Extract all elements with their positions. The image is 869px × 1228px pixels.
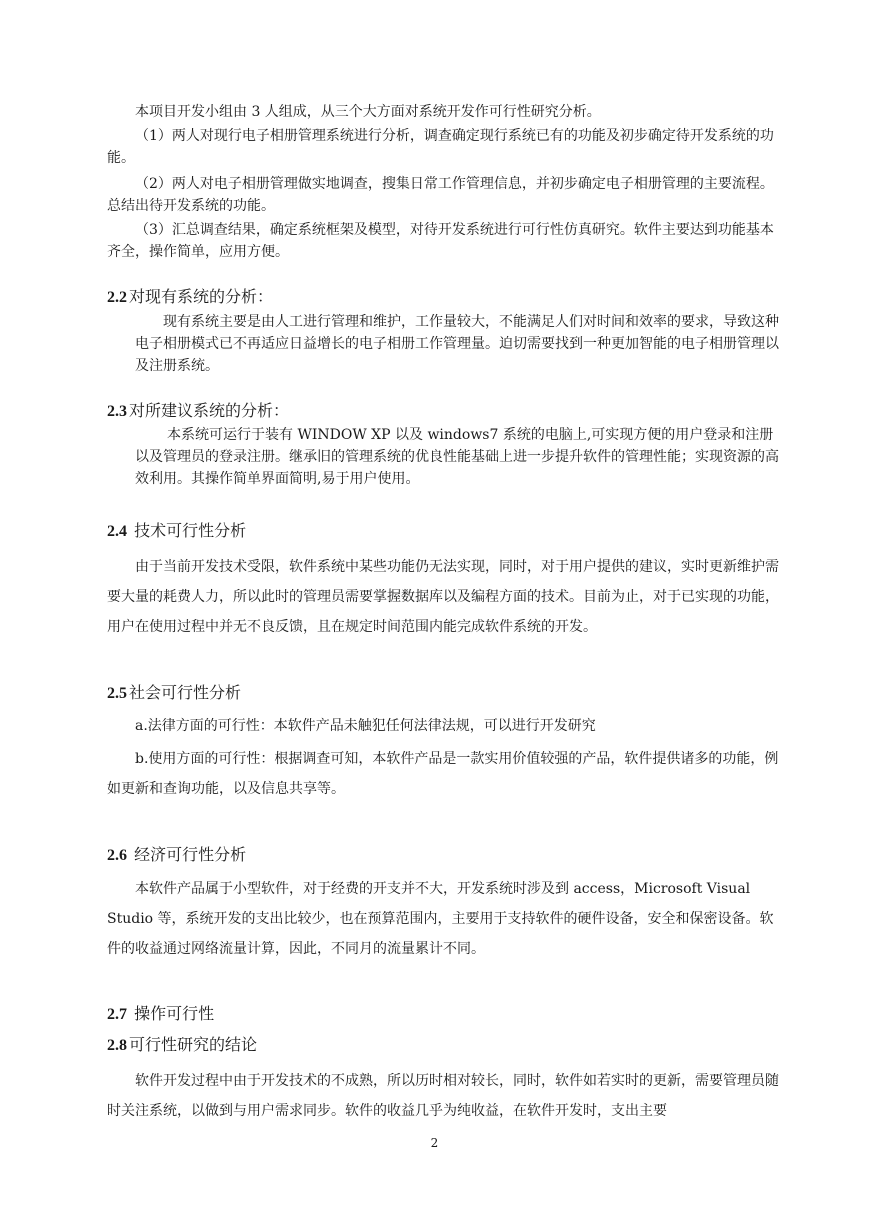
section-number: 2.2 [107,289,127,306]
section-number: 2.7 [107,1006,127,1023]
section-title: 可行性研究的结论 [129,1035,258,1054]
section-number: 2.5 [107,685,127,702]
section-title: 对现有系统的分析： [129,287,274,306]
section-2-5-item-b: b.使用方面的可行性：根据调查可知，本软件产品是一款实用价值较强的产品，软件提供诸多的功能，例如更新和查询功能，以及信息共享等。 [107,751,779,797]
section-2-4-heading [107,520,246,543]
section-number: 2.3 [107,403,127,420]
intro-paragraph-4: （3）汇总调查结果，确定系统框架及模型，对待开发系统进行可行性仿真研究。软件主要达到功能基本齐全，操作简单，应用方便。 [107,222,774,260]
section-title: 操作可行性 [134,1004,215,1023]
section-number: 2.6 [107,847,127,864]
section-2-3-body: 本系统可运行于装有 WINDOW XP 以及 windows7 系统的电脑上,可实现方便的用户登录和注册以及管理员的登录注册。继承旧的管理系统的优良性能基础上进一步提升软件的管理性能；实现资源的高效利用。其操作简单界面简明,易于用户使用。 [135,427,779,487]
section-number: 2.8 [107,1037,127,1054]
section-title: 对所建议系统的分析： [129,401,290,420]
section-2-8-body: 软件开发过程中由于开发技术的不成熟，所以历时相对较长，同时，软件如若实时的更新，需要管理员随时关注系统，以做到与用户需求同步。软件的收益几乎为纯收益，在软件开发时，支出主要 [107,1073,779,1119]
section-2-6-heading [107,844,246,867]
section-title: 技术可行性分析 [134,521,247,540]
section-2-5-item-a: a.法律方面的可行性：本软件产品未触犯任何法律法规，可以进行开发研究 [135,718,596,734]
section-title: 社会可行性分析 [129,683,242,702]
section-2-8-heading [107,1034,257,1057]
section-2-5-heading [107,682,241,705]
intro-paragraph-1: 本项目开发小组由 3 人组成，从三个大方面对系统开发作可行性研究分析。 [135,104,601,120]
section-2-7-heading [107,1003,214,1026]
section-2-4-body: 由于当前开发技术受限，软件系统中某些功能仍无法实现，同时，对于用户提供的建议，实时更新维护需要大量的耗费人力，所以此时的管理员需要掌握数据库以及编程方面的技术。目前为止，对于已实现的功能，用户在使用过程中并无不良反馈，且在规定时间范围内能完成软件系统的开发。 [107,559,779,635]
intro-paragraph-2: （1）两人对现行电子相册管理系统进行分析，调查确定现行系统已有的功能及初步确定待开发系统的功能。 [107,128,774,166]
page-number: 2 [430,1136,439,1150]
section-number: 2.4 [107,523,127,540]
section-2-2-body: 现有系统主要是由人工进行管理和维护，工作量较大，不能满足人们对时间和效率的要求，导致这种电子相册模式已不再适应日益增长的电子相册工作管理量。迫切需要找到一种更加智能的电子相册管理以及注册系统。 [135,314,779,374]
section-2-3-heading [107,400,289,423]
section-2-2-heading [107,286,273,309]
section-2-6-body: 本软件产品属于小型软件，对于经费的开支并不大，开发系统时涉及到 access，Microsoft Visual Studio 等，系统开发的支出比较少，也在预算范围内，主要用于支持软件的硬件设备，安全和保密设备。软件的收益通过网络流量计算，因此，不同月的流量累计不同。 [107,881,774,957]
intro-paragraph-3: （2）两人对电子相册管理做实地调查，搜集日常工作管理信息，并初步确定电子相册管理的主要流程。总结出待开发系统的功能。 [107,176,774,214]
section-title: 经济可行性分析 [134,845,247,864]
